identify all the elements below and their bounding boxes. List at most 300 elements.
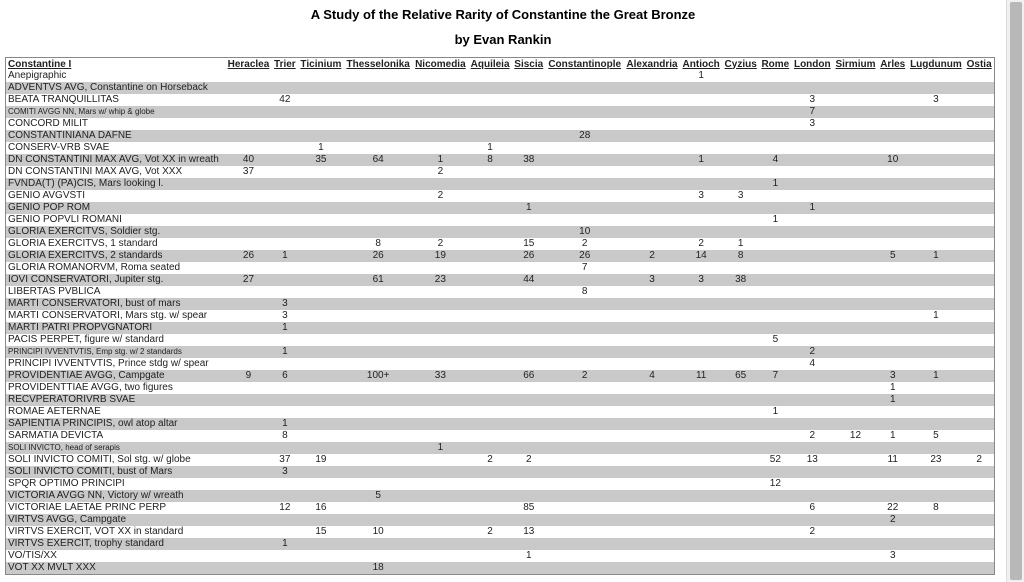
reverse-type-name: SOLI INVICTO, head of serapis (6, 442, 226, 454)
column-header: Trier (274, 58, 296, 70)
table-cell (792, 190, 833, 202)
table-cell (792, 178, 833, 190)
table-cell (624, 442, 680, 454)
table-cell: 2 (809, 430, 816, 441)
table-cell (908, 322, 965, 334)
table-cell (964, 466, 994, 478)
table-cell (792, 238, 833, 250)
table-cell (792, 250, 833, 262)
table-cell (344, 478, 413, 490)
table-cell (908, 466, 965, 478)
table-cell: 15 (315, 526, 327, 537)
table-cell (759, 502, 791, 514)
table-row (6, 130, 995, 142)
table-cell (225, 514, 272, 526)
table-cell (546, 106, 624, 118)
table-cell (298, 298, 344, 310)
table-cell (298, 358, 344, 370)
table-cell (722, 106, 759, 118)
table-cell (298, 94, 344, 106)
table-cell (413, 550, 469, 562)
reverse-type-name: PRINCIPI IVVENTVTIS, Emp stg. w/ 2 standards (6, 346, 226, 358)
table-cell (759, 250, 791, 262)
table-cell: 7 (581, 262, 588, 273)
table-cell (833, 346, 878, 358)
table-cell (344, 106, 413, 118)
table-cell (344, 70, 413, 82)
table-cell (878, 202, 908, 214)
table-cell (833, 322, 878, 334)
reverse-type-name: SARMATIA DEVICTA (8, 430, 104, 441)
table-row (6, 370, 995, 382)
table-cell: 1 (318, 142, 324, 153)
table-row (6, 538, 995, 550)
table-cell (546, 202, 624, 214)
table-cell (792, 406, 833, 418)
table-cell: 10 (878, 154, 908, 166)
table-cell (908, 346, 965, 358)
table-body (6, 70, 995, 575)
table-cell (964, 490, 994, 502)
table-cell (413, 538, 469, 550)
table-row (6, 310, 995, 322)
table-cell (272, 550, 298, 562)
table-cell (680, 382, 722, 394)
table-cell: 12 (279, 502, 291, 513)
table-cell (680, 94, 722, 106)
table-cell: 2 (487, 454, 493, 465)
table-cell (344, 178, 413, 190)
table-cell (344, 310, 413, 322)
table-row (6, 478, 995, 490)
table-cell (722, 202, 759, 214)
table-cell: 3 (889, 550, 896, 561)
table-cell (878, 118, 908, 130)
table-cell (680, 490, 722, 502)
table-cell (624, 454, 680, 466)
table-cell: 37 (279, 454, 291, 465)
table-cell (878, 526, 908, 538)
table-cell (468, 310, 512, 322)
table-cell (722, 334, 759, 346)
table-cell: 1 (680, 154, 722, 166)
table-cell (298, 418, 344, 430)
table-cell (225, 238, 272, 250)
reverse-type-name: VICTORIA AVGG NN, Victory w/ wreath (6, 490, 226, 502)
table-cell (225, 82, 272, 94)
table-cell: 23 (930, 454, 942, 465)
table-cell (624, 286, 680, 298)
table-cell (272, 142, 298, 154)
table-cell (680, 454, 722, 466)
table-cell (680, 538, 722, 550)
page-title: A Study of the Relative Rarity of Constantine the Great Bronze (310, 7, 696, 22)
table-cell: 3 (624, 274, 680, 286)
table-row (6, 358, 995, 370)
table-cell (546, 418, 624, 430)
table-cell (272, 334, 298, 346)
column-header: Siscia (514, 58, 544, 70)
table-cell: 3 (282, 310, 288, 321)
table-cell (344, 394, 413, 406)
table-cell (546, 70, 624, 82)
table-cell (624, 298, 680, 310)
table-cell: 6 (272, 370, 298, 382)
table-cell (964, 274, 994, 286)
table-cell (624, 490, 680, 502)
table-cell (512, 514, 546, 526)
table-cell (468, 214, 512, 226)
table-cell (468, 130, 512, 142)
table-cell (722, 346, 759, 358)
table-cell: 1 (272, 418, 298, 430)
table-cell (878, 346, 908, 358)
table-cell (468, 94, 512, 106)
table-cell (964, 118, 994, 130)
table-cell (908, 142, 965, 154)
table-cell: 3 (272, 298, 298, 310)
table-cell: 2 (546, 370, 624, 382)
reverse-type-name: GENIO AVGVSTI (8, 190, 86, 201)
table-cell (680, 478, 722, 490)
table-cell (722, 382, 759, 394)
table-cell (413, 70, 469, 82)
table-cell: 27 (225, 274, 272, 286)
table-cell: 1 (889, 382, 896, 393)
table-cell (225, 334, 272, 346)
table-cell (272, 286, 298, 298)
table-cell (792, 142, 833, 154)
table-cell (878, 334, 908, 346)
table-cell (512, 298, 546, 310)
table-cell (546, 454, 624, 466)
table-cell (298, 286, 344, 298)
table-cell (624, 190, 680, 202)
table-cell (833, 142, 878, 154)
table-cell: 1 (525, 550, 532, 561)
table-cell (512, 214, 546, 226)
table-cell (833, 334, 878, 346)
table-cell (512, 442, 546, 454)
table-cell (759, 514, 791, 526)
table-cell (722, 178, 759, 190)
table-cell (272, 130, 298, 142)
table-cell (624, 382, 680, 394)
reverse-type-name: GENIO POP ROM (6, 202, 226, 214)
table-cell (468, 70, 512, 82)
table-cell (964, 82, 994, 94)
table-cell (792, 478, 833, 490)
table-cell (964, 394, 994, 406)
table-cell: 1 (737, 238, 744, 249)
table-cell (272, 274, 298, 286)
column-header: Lugdunum (910, 58, 962, 70)
table-cell (759, 466, 791, 478)
table-cell (680, 394, 722, 406)
table-cell (878, 94, 908, 106)
table-cell: 2 (525, 454, 532, 465)
table-row (6, 346, 995, 358)
table-row (6, 454, 995, 466)
table-cell (722, 562, 759, 575)
table-cell (225, 286, 272, 298)
table-cell (344, 298, 413, 310)
table-cell (964, 334, 994, 346)
table-cell (298, 490, 344, 502)
table-cell (413, 466, 469, 478)
table-cell: 37 (242, 166, 255, 177)
table-cell (722, 310, 759, 322)
table-cell: 1 (889, 430, 896, 441)
table-cell (964, 106, 994, 118)
table-cell (833, 502, 878, 514)
table-cell (413, 142, 469, 154)
table-cell (833, 514, 878, 526)
table-cell (759, 142, 791, 154)
table-cell (964, 478, 994, 490)
table-cell (680, 418, 722, 430)
table-cell (272, 178, 298, 190)
table-cell: 19 (413, 250, 469, 262)
scrollbar-thumb[interactable] (1010, 2, 1022, 580)
table-cell (624, 502, 680, 514)
table-cell (722, 226, 759, 238)
table-cell (680, 214, 722, 226)
table-cell: 26 (225, 250, 272, 262)
table-cell (680, 262, 722, 274)
table-cell (878, 406, 908, 418)
table-cell (792, 418, 833, 430)
table-cell (964, 502, 994, 514)
table-cell (680, 178, 722, 190)
table-cell (964, 310, 994, 322)
table-cell (964, 514, 994, 526)
table-cell (546, 274, 624, 286)
column-header: Rome (761, 58, 790, 70)
table-cell (413, 106, 469, 118)
reverse-type-name: ROMAE AETERNAE (8, 406, 101, 417)
table-cell (624, 154, 680, 166)
table-cell: 13 (806, 454, 818, 465)
table-cell (908, 538, 965, 550)
table-cell (964, 418, 994, 430)
table-cell (512, 406, 546, 418)
table-cell (624, 322, 680, 334)
table-row (6, 430, 995, 442)
table-row (6, 382, 995, 394)
table-cell: 19 (315, 454, 327, 465)
table-cell (680, 322, 722, 334)
table-cell (468, 394, 512, 406)
table-cell (225, 418, 272, 430)
table-cell (964, 346, 994, 358)
table-cell (468, 322, 512, 334)
table-row (6, 394, 995, 406)
table-cell (413, 418, 469, 430)
table-cell: 2 (698, 238, 704, 249)
reverse-type-name: COMITI AVGG NN, Mars w/ whip & globe (6, 106, 226, 118)
table-cell (468, 466, 512, 478)
table-cell (298, 214, 344, 226)
table-cell: 100+ (344, 370, 413, 382)
table-row (6, 286, 995, 298)
table-cell (512, 358, 546, 370)
table-cell (298, 322, 344, 334)
table-cell (546, 502, 624, 514)
table-cell (468, 514, 512, 526)
table-cell (624, 514, 680, 526)
table-cell (546, 334, 624, 346)
table-cell (413, 514, 469, 526)
table-cell (512, 94, 546, 106)
table-cell (546, 190, 624, 202)
reverse-type-name: CONSERV-VRB SVAE (8, 142, 110, 153)
table-cell (908, 214, 965, 226)
table-cell (225, 394, 272, 406)
reverse-type-name: DN CONSTANTINI MAX AVG, Vot XXX (8, 166, 183, 177)
table-cell (344, 322, 413, 334)
table-cell (964, 562, 994, 575)
table-cell: 2 (487, 526, 493, 537)
table-row (6, 274, 995, 286)
table-row (6, 490, 995, 502)
table-cell (759, 166, 791, 178)
table-cell (344, 334, 413, 346)
table-cell (413, 82, 469, 94)
reverse-type-name: MARTI PATRI PROPVGNATORI (6, 322, 226, 334)
table-cell (722, 130, 759, 142)
table-cell (833, 202, 878, 214)
reverse-type-name: MARTI CONSERVATORI, bust of mars (6, 298, 226, 310)
table-cell (964, 370, 994, 382)
table-cell (878, 538, 908, 550)
reverse-type-name: GLORIA EXERCITVS, Soldier stg. (6, 226, 226, 238)
table-cell (468, 286, 512, 298)
reverse-type-name: FVNDA(T) (PA)CIS, Mars looking l. (6, 178, 226, 190)
table-cell (792, 154, 833, 166)
page-subtitle: by Evan Rankin (454, 32, 552, 47)
table-cell: 15 (523, 238, 535, 249)
vertical-scrollbar[interactable] (1006, 0, 1024, 582)
reverse-type-name: PROVIDENTTIAE AVGG, two figures (8, 382, 173, 393)
table-cell (722, 454, 759, 466)
column-header: Constantine I (8, 58, 72, 70)
table-cell (546, 214, 624, 226)
table-cell (680, 406, 722, 418)
table-cell (413, 478, 469, 490)
table-cell (759, 526, 791, 538)
table-cell (964, 538, 994, 550)
reverse-type-name: CONCORD MILIT (8, 118, 88, 129)
table-cell (225, 214, 272, 226)
table-row (6, 418, 995, 430)
table-cell: 1 (487, 142, 493, 153)
table-cell: 8 (468, 154, 512, 166)
table-cell (680, 298, 722, 310)
table-cell: 2 (437, 238, 444, 249)
table-cell (344, 166, 413, 178)
table-cell (908, 550, 965, 562)
reverse-type-name: SAPIENTIA PRINCIPIS, owl atop altar (6, 418, 226, 430)
table-cell (792, 82, 833, 94)
table-cell: 1 (272, 346, 298, 358)
table-cell (722, 142, 759, 154)
table-cell (624, 526, 680, 538)
table-cell (908, 130, 965, 142)
table-cell (878, 106, 908, 118)
table-cell (225, 382, 272, 394)
table-cell (344, 226, 413, 238)
table-cell (298, 106, 344, 118)
table-cell (468, 166, 512, 178)
table-cell: 7 (759, 370, 791, 382)
table-cell (722, 322, 759, 334)
table-cell (413, 490, 469, 502)
table-cell (624, 226, 680, 238)
table-cell (512, 118, 546, 130)
table-cell (298, 370, 344, 382)
table-row (6, 334, 995, 346)
table-row (6, 514, 995, 526)
reverse-type-name: LIBERTAS PVBLICA (8, 286, 101, 297)
table-cell (833, 178, 878, 190)
table-cell (964, 190, 994, 202)
table-cell: 2 (976, 454, 982, 465)
table-cell (546, 346, 624, 358)
table-cell (964, 94, 994, 106)
table-cell (878, 298, 908, 310)
table-cell: 2 (792, 346, 833, 358)
table-cell (225, 130, 272, 142)
reverse-type-name: PRINCIPI IVVENTVTIS, Prince stdg w/ spear (8, 358, 209, 369)
table-cell (759, 358, 791, 370)
table-cell (298, 562, 344, 575)
reverse-type-name: VO/TIS/XX (8, 550, 57, 561)
table-cell (298, 226, 344, 238)
reverse-type-name: MARTI CONSERVATORI, Mars stg. w/ spear (8, 310, 208, 321)
table-cell (833, 94, 878, 106)
table-cell (546, 298, 624, 310)
table-cell (546, 490, 624, 502)
table-cell (833, 262, 878, 274)
table-cell (833, 298, 878, 310)
table-cell (624, 358, 680, 370)
table-cell (468, 262, 512, 274)
table-cell (964, 70, 994, 82)
table-cell (413, 526, 469, 538)
table-cell (468, 490, 512, 502)
table-cell (344, 466, 413, 478)
table-cell: 3 (680, 274, 722, 286)
table-cell (225, 346, 272, 358)
table-cell (546, 514, 624, 526)
table-cell (759, 430, 791, 442)
table-cell (468, 406, 512, 418)
table-cell (344, 202, 413, 214)
table-cell (722, 538, 759, 550)
table-cell (546, 142, 624, 154)
table-cell (413, 118, 469, 130)
table-cell (624, 142, 680, 154)
table-cell (878, 310, 908, 322)
table-cell (878, 130, 908, 142)
table-cell (468, 250, 512, 262)
table-cell (680, 118, 722, 130)
table-cell: 1 (878, 394, 908, 406)
table-cell (298, 538, 344, 550)
table-cell (833, 358, 878, 370)
table-cell (759, 190, 791, 202)
